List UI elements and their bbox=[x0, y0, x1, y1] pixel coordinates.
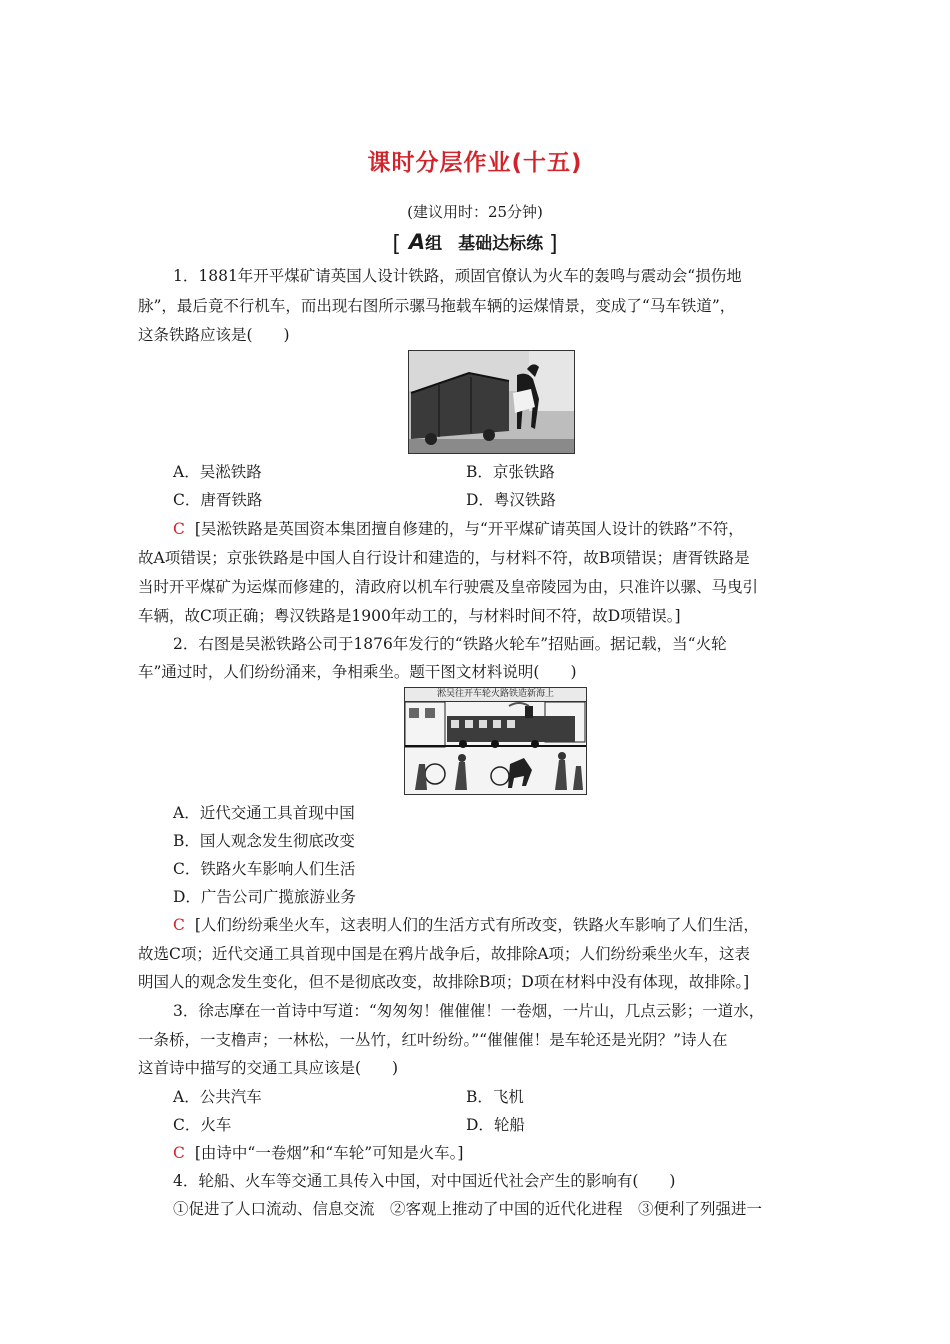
q2-stem-line-1: 2．右图是吴淞铁路公司于1876年发行的“铁路火轮车”招贴画。据记载，当“火轮 bbox=[173, 635, 727, 653]
q1-option-d: D．粤汉铁路 bbox=[466, 491, 556, 509]
q2-explanation-line-3: 明国人的观念发生变化，但不是彻底改变，故排除B项；D项在材料中没有体现，故排除。] bbox=[138, 973, 750, 991]
q3-option-b: B．飞机 bbox=[466, 1088, 524, 1106]
q1-explanation-line-3: 当时开平煤矿为运煤而修建的，清政府以机车行驶震及皇帝陵园为由，只准许以骡、马曳引 bbox=[138, 578, 759, 596]
q1-option-b: B．京张铁路 bbox=[466, 463, 555, 481]
q2-answer: C bbox=[173, 916, 185, 934]
q1-explanation-line-2: 故A项错误；京张铁路是中国人自行设计和建造的，与材料不符，故B项错误；唐胥铁路是 bbox=[138, 549, 750, 567]
q2-explanation-line-1: C [人们纷纷乘坐火车，这表明人们的生活方式有所改变，铁路火车影响了人们生活， bbox=[173, 916, 759, 934]
q2-option-c: C．铁路火车影响人们生活 bbox=[173, 860, 356, 878]
q1-stem-line-1: 1．1881年开平煤矿请英国人设计铁路，顽固官僚认为火车的轰鸣与震动会“损伤地 bbox=[173, 267, 742, 285]
q4-stem: 4．轮船、火车等交通工具传入中国，对中国近代社会产生的影响有( ) bbox=[173, 1172, 676, 1190]
bracket-close: ] bbox=[549, 232, 558, 257]
q3-option-a: A．公共汽车 bbox=[173, 1088, 262, 1106]
q1-stem-line-2: 脉”，最后竟不行机车，而出现右图所示骡马拖载车辆的运煤情景，变成了“马车铁道”， bbox=[138, 297, 736, 315]
q3-stem-line-2: 一条桥，一支橹声；一林松，一丛竹，红叶纷纷。”“催催催！是车轮还是光阴？”诗人在 bbox=[138, 1031, 728, 1049]
q2-option-b: B．国人观念发生彻底改变 bbox=[173, 832, 355, 850]
q2-option-d: D．广告公司广揽旅游业务 bbox=[173, 888, 356, 906]
q2-explanation-line-2: 故选C项；近代交通工具首现中国是在鸦片战争后，故排除A项；人们纷纷乘坐火车，这表 bbox=[138, 945, 751, 963]
q2-option-a: A．近代交通工具首现中国 bbox=[173, 804, 355, 822]
q1-option-c: C．唐胥铁路 bbox=[173, 491, 263, 509]
coal-cart-photo bbox=[408, 350, 575, 454]
group-label: 组 bbox=[425, 234, 443, 254]
q2-stem-line-2: 车”通过时，人们纷纷涌来，争相乘坐。题干图文材料说明( ) bbox=[138, 663, 577, 681]
q4-items: ①促进了人口流动、信息交流 ②客观上推动了中国的近代化进程 ③便利了列强进一 bbox=[173, 1200, 763, 1218]
q3-option-c: C．火车 bbox=[173, 1116, 232, 1134]
poster-illustration bbox=[405, 702, 586, 794]
page-title: 课时分层作业(十五) bbox=[367, 150, 583, 176]
q1-explanation-line-1: C [吴淞铁路是英国资本集团擅自修建的，与“开平煤矿请英国人设计的铁路”不符， bbox=[173, 520, 744, 538]
poster-caption: 上海新造铁路火轮车开往吴淞 bbox=[405, 688, 586, 702]
group-letter: A bbox=[408, 230, 426, 254]
q3-option-d: D．轮船 bbox=[466, 1116, 525, 1134]
railway-poster bbox=[404, 687, 587, 795]
section-heading bbox=[0, 229, 950, 257]
suggested-time: (建议用时：25分钟) bbox=[407, 203, 543, 221]
section-name: 基础达标练 bbox=[458, 234, 544, 254]
bracket-open: [ bbox=[392, 232, 401, 257]
q1-option-a: A．吴淞铁路 bbox=[173, 463, 262, 481]
q3-answer: C bbox=[173, 1144, 185, 1162]
q3-stem-line-3: 这首诗中描写的交通工具应该是( ) bbox=[138, 1059, 399, 1077]
q1-stem-line-3: 这条铁路应该是( ) bbox=[138, 326, 290, 344]
q3-explanation: C [由诗中“一卷烟”和“车轮”可知是火车。] bbox=[173, 1144, 464, 1162]
q3-stem-line-1: 3．徐志摩在一首诗中写道：“匆匆匆！催催催！一卷烟，一片山，几点云影；一道水， bbox=[173, 1002, 765, 1020]
q1-answer: C bbox=[173, 520, 185, 538]
q1-explanation-line-4: 车辆，故C项正确；粤汉铁路是1900年动工的，与材料时间不符，故D项错误。] bbox=[138, 607, 681, 625]
